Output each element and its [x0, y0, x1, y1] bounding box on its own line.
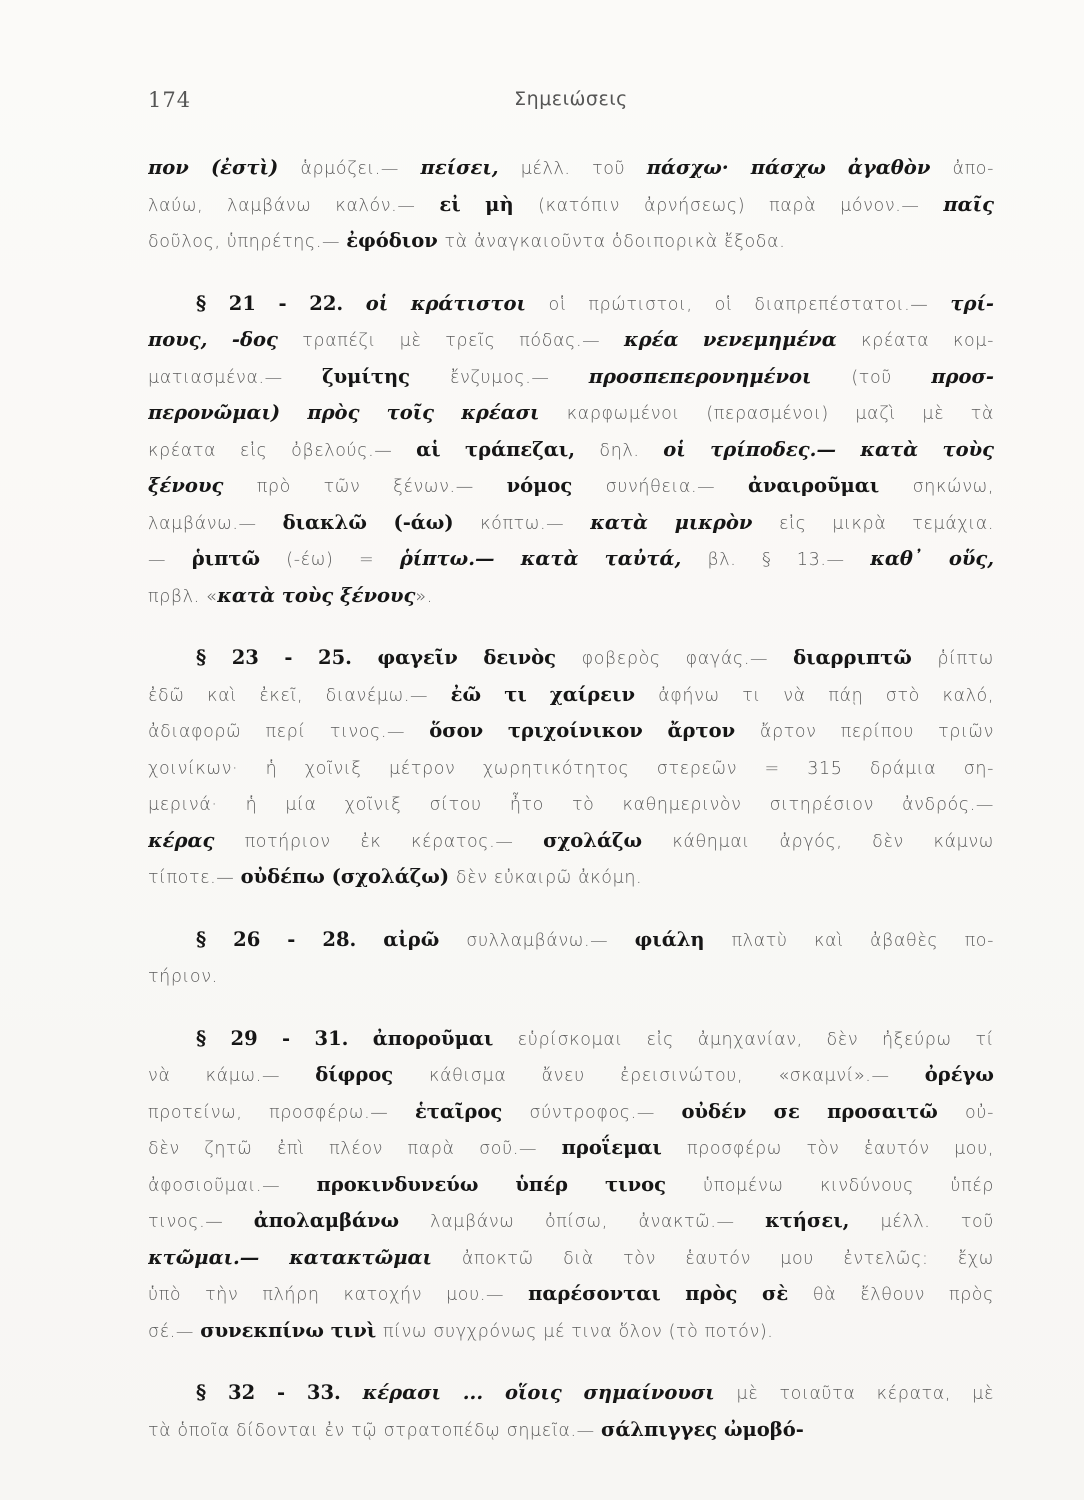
- headword: αἰρῶ: [383, 927, 467, 951]
- headword: ἑταῖρος: [414, 1099, 530, 1123]
- headword: § 26 - 28.: [196, 927, 384, 951]
- text-line: [148, 1240, 994, 1277]
- page-number: 174: [148, 88, 192, 112]
- gloss-text: μερινά· ἡ μία χοῖνιξ σίτου ἦτο τὸ καθημερινὸν σιτηρέσιον ἀνδρός.—: [148, 795, 994, 815]
- gloss-text: ἀφοσιοῦμαι.—: [148, 1175, 317, 1196]
- headword: ἀναιροῦμαι: [748, 474, 913, 497]
- headword: κέρας: [148, 828, 245, 852]
- headword: προσ-: [931, 364, 994, 388]
- headword: οἱ κράτιστοι: [365, 291, 549, 315]
- gloss-text: ποτήριον ἐκ κέρατος.—: [244, 831, 544, 852]
- gloss-text: (τοῦ: [851, 367, 932, 388]
- gloss-text: χοινίκων· ἡ χοῖνιξ μέτρον χωρητικότητος στερεῶν = 315 δράμια ση-: [148, 758, 994, 779]
- gloss-text: συνήθεια.—: [605, 477, 748, 497]
- gloss-text: —: [148, 550, 192, 570]
- paragraph-gap: [148, 995, 994, 1021]
- gloss-text: λαμβάνω ὀπίσω, ἀνακτῶ.—: [430, 1212, 766, 1232]
- paragraph-gap: [148, 896, 994, 922]
- text-line: [148, 677, 994, 714]
- headword: διακλῶ (-άω): [282, 510, 481, 534]
- headword: συνεκπίνω τινὶ: [200, 1318, 383, 1342]
- text-line: [148, 1057, 994, 1094]
- gloss-text: ἁρμόζει.—: [300, 159, 421, 179]
- gloss-text: κόπτω.—: [480, 513, 591, 534]
- headword: § 32 - 33.: [196, 1381, 363, 1404]
- headword: ῥίπτω.— κατὰ ταὐτά,: [399, 547, 708, 570]
- gloss-text: μὲ τοιαῦτα κέρατα, μὲ: [736, 1384, 994, 1404]
- text-line: [148, 1167, 994, 1204]
- headword: κατὰ μικρὸν: [590, 510, 779, 534]
- text-line: [148, 359, 994, 396]
- gloss-text: μέλλ. τοῦ: [520, 159, 647, 179]
- headword: διαρριπτῶ: [793, 646, 938, 669]
- headword: ὀρέγω: [924, 1063, 994, 1086]
- gloss-text: ῥίπτω: [937, 649, 994, 669]
- gloss-text: ἀποκτῶ διὰ τὸν ἑαυτόν μου ἐντελῶς: ἔχω: [461, 1248, 994, 1269]
- gloss-text: ἐδῶ καὶ ἐκεῖ, διανέμω.—: [148, 685, 451, 706]
- gloss-text: τήριον.: [148, 967, 218, 987]
- gloss-text: κάθισμα ἄνευ ἐρεισινώτου, «σκαμνί».—: [428, 1066, 925, 1086]
- text-line: [148, 786, 994, 823]
- text-line: [148, 322, 994, 359]
- gloss-text: πρὸ τῶν ξένων.—: [256, 477, 507, 497]
- headword: ἀπολαμβάνω: [253, 1209, 431, 1232]
- gloss-text: ».: [415, 586, 433, 607]
- paragraph-gap: [148, 614, 994, 640]
- gloss-text: προσφέρω τὸν ἑαυτόν μου,: [687, 1139, 994, 1159]
- gloss-text: τὰ ἀναγκαιοῦντα ὁδοιπορικὰ ἔξοδα.: [444, 232, 786, 252]
- gloss-text: λαμβάνω.—: [148, 513, 283, 534]
- headword: πον (ἐστὶ): [148, 156, 301, 179]
- headword: κτῶμαι.— κατακτῶμαι: [148, 1245, 462, 1269]
- text-line: [148, 187, 994, 224]
- headword: πείσει,: [420, 156, 521, 179]
- gloss-text: εὑρίσκομαι εἰς ἀμηχανίαν, δὲν ἠξεύρω τί: [517, 1029, 994, 1050]
- gloss-text: δοῦλος, ὑπηρέτης.—: [148, 232, 347, 252]
- headword: οὐδέπω (σχολάζω): [240, 865, 456, 888]
- headword: προΐεμαι: [561, 1136, 687, 1159]
- text-line: [148, 1203, 994, 1240]
- gloss-text: δὲν εὐκαιρῶ ἀκόμη.: [455, 868, 643, 888]
- text-line: [148, 922, 994, 959]
- text-line: [148, 1130, 994, 1167]
- text-line: [148, 286, 994, 323]
- headword: αἱ τράπεζαι,: [416, 437, 600, 461]
- text-line: [148, 395, 994, 432]
- headword: ἐῶ τι χαίρειν: [450, 682, 659, 706]
- text-line: [148, 859, 994, 896]
- text-line: [148, 541, 994, 578]
- gloss-text: συλλαμβάνω.—: [466, 930, 635, 951]
- headword: πάσχω· πάσχω ἀγαθὸν: [646, 156, 953, 179]
- headword: κρέα νενεμημένα: [624, 328, 862, 351]
- gloss-text: ἄρτον περίπου τριῶν: [759, 722, 994, 742]
- text-line: [148, 1412, 994, 1449]
- gloss-text: πίνω συγχρόνως μέ τινα ὅλον (τὸ ποτόν).: [383, 1321, 774, 1342]
- text-line: [148, 958, 994, 995]
- gloss-text: σέ.—: [148, 1321, 201, 1342]
- gloss-text: βλ. § 13.—: [707, 550, 871, 570]
- gloss-text: λαύω, λαμβάνω καλόν.—: [148, 195, 440, 216]
- gloss-text: τινος.—: [148, 1212, 254, 1232]
- gloss-text: (κατόπιν ἀρνήσεως) παρὰ μόνον.—: [538, 195, 944, 216]
- gloss-text: δηλ.: [599, 440, 664, 461]
- headword: οἱ τρίποδες.— κατὰ τοὺς: [663, 437, 994, 461]
- text-line: [148, 1021, 994, 1058]
- headword: § 29 - 31.: [196, 1026, 373, 1050]
- headword: τρί-: [950, 291, 994, 315]
- gloss-text: προτείνω, προσφέρω.—: [148, 1102, 415, 1123]
- headword: περονῶμαι) πρὸς τοῖς κρέασι: [148, 401, 567, 424]
- gloss-text: τίποτε.—: [148, 868, 241, 888]
- gloss-text: τραπέζι μὲ τρεῖς πόδας.—: [302, 331, 625, 351]
- gloss-text: σύντροφος.—: [529, 1102, 682, 1123]
- headword: φαγεῖν δεινὸς: [377, 646, 582, 669]
- text-line: [148, 432, 994, 469]
- headword: προσπεπερονημένοι: [588, 364, 852, 388]
- text-line: [148, 640, 994, 677]
- headword: παῖς: [943, 192, 994, 216]
- gloss-text: ἀδιαφορῶ περί τινος.—: [148, 722, 430, 742]
- headword: πους, -δος: [148, 328, 303, 351]
- gloss-text: οὐ-: [965, 1102, 994, 1123]
- gloss-text: κρέατα κομ-: [861, 331, 994, 351]
- headword: εἰ μὴ: [439, 192, 539, 216]
- headword: κατὰ τοὺς ξένους: [217, 583, 416, 607]
- headword: § 23 - 25.: [196, 646, 378, 669]
- gloss-text: ἀπο-: [952, 159, 994, 179]
- headword: ἀποροῦμαι: [372, 1026, 518, 1050]
- headword: ἐφόδιον: [346, 229, 445, 252]
- text-line: [148, 1375, 994, 1412]
- gloss-text: δὲν ζητῶ ἐπὶ πλέον παρὰ σοῦ.—: [148, 1139, 562, 1159]
- gloss-text: οἱ πρώτιστοι, οἱ διαπρεπέστατοι.—: [548, 294, 951, 315]
- text-line: [148, 468, 994, 505]
- headword: ῥιπτῶ: [191, 547, 287, 570]
- text-line: [148, 223, 994, 260]
- gloss-text: μέλλ. τοῦ: [880, 1212, 994, 1232]
- headword: κέρασι ... οἵοις σημαίνουσι: [362, 1381, 737, 1404]
- headword: προκινδυνεύω ὑπέρ τινος: [316, 1172, 703, 1196]
- text-line: [148, 578, 994, 615]
- gloss-text: σηκώνω,: [912, 477, 994, 497]
- headword: κτήσει,: [765, 1209, 881, 1232]
- text-line: [148, 1313, 994, 1350]
- headword: § 21 - 22.: [196, 291, 366, 315]
- paragraph-gap: [148, 1349, 994, 1375]
- headword: φιάλη: [634, 927, 732, 951]
- text-line: [148, 505, 994, 542]
- page-header: [148, 88, 994, 128]
- running-head: Σημειώσεις: [514, 88, 628, 110]
- headword: ὅσον τριχοίνικον ἄρτον: [429, 719, 760, 742]
- headword: καθ᾽ οὕς,: [870, 547, 994, 570]
- gloss-text: φοβερὸς φαγάς.—: [581, 649, 794, 669]
- gloss-text: ὑπὸ τὴν πλήρη κατοχήν μου.—: [148, 1285, 529, 1305]
- headword: δίφρος: [315, 1063, 429, 1086]
- headword: σχολάζω: [543, 828, 673, 852]
- notes-body: [148, 150, 994, 1448]
- gloss-text: πρβλ. «: [148, 586, 218, 607]
- headword: οὐδέν σε προσαιτῶ: [681, 1099, 966, 1123]
- gloss-text: ματιασμένα.—: [148, 367, 323, 388]
- gloss-text: θὰ ἔλθουν πρὸς: [812, 1285, 994, 1305]
- gloss-text: ὑπομένω κινδύνους ὑπέρ: [702, 1175, 994, 1196]
- gloss-text: νὰ κάμω.—: [148, 1066, 316, 1086]
- gloss-text: εἰς μικρὰ τεμάχια.: [778, 513, 994, 534]
- gloss-text: κρέατα εἰς ὀβελούς.—: [148, 440, 417, 461]
- gloss-text: τὰ ὁποῖα δίδονται ἐν τῷ στρατοπέδῳ σημεῖα.—: [148, 1420, 601, 1441]
- headword: παρέσονται πρὸς σὲ: [528, 1282, 813, 1305]
- headword: νόμος: [506, 474, 606, 497]
- text-line: [148, 150, 994, 187]
- text-line: [148, 750, 994, 787]
- headword: ξένους: [148, 474, 257, 497]
- headword: ζυμίτης: [322, 364, 450, 388]
- gloss-text: (-έω) =: [286, 550, 400, 570]
- text-line: [148, 1276, 994, 1313]
- gloss-text: κάθημαι ἀργός, δὲν κάμνω: [672, 831, 994, 852]
- headword: σάλπιγγες ὠμοβό-: [600, 1417, 804, 1441]
- gloss-text: ἀφήνω τι νὰ πάῃ στὸ καλό,: [658, 685, 994, 706]
- gloss-text: πλατὺ καὶ ἀβαθὲς πο-: [731, 930, 994, 951]
- text-line: [148, 1094, 994, 1131]
- text-line: [148, 823, 994, 860]
- text-line: [148, 713, 994, 750]
- gloss-text: ἔνζυμος.—: [450, 367, 589, 388]
- gloss-text: καρφωμένοι (περασμένοι) μαζὶ μὲ τὰ: [566, 404, 994, 424]
- paragraph-gap: [148, 260, 994, 286]
